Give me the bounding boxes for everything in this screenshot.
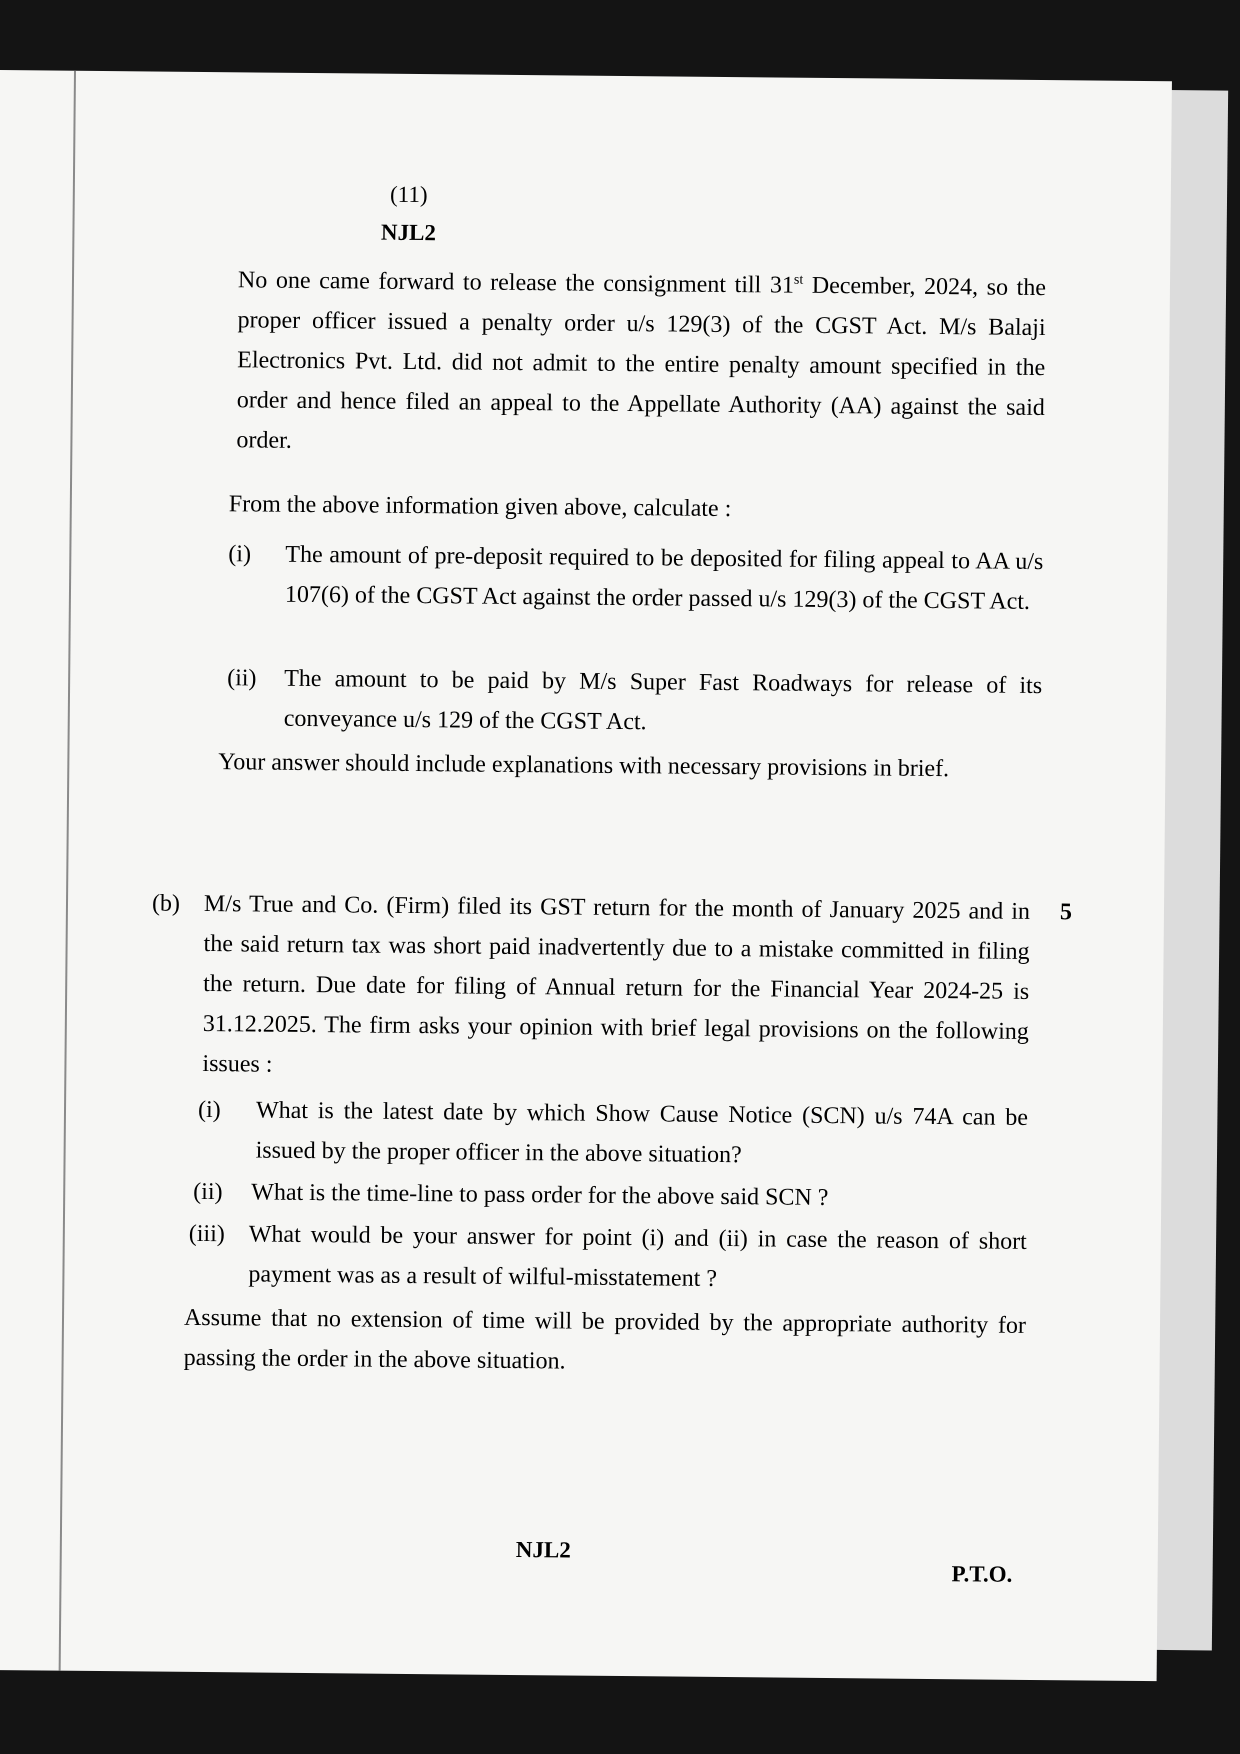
exam-page (0, 70, 1172, 1681)
page-edge-line (59, 71, 76, 1671)
part-b-item-i (197, 1090, 1028, 1178)
item-label: (i) (228, 541, 252, 568)
part-b-item-ii (193, 1172, 1027, 1220)
ordinal-suffix: st (793, 272, 804, 288)
part-a-item-i (228, 534, 1044, 622)
item-text: What is the time-line to pass order for the above said SCN ? (251, 1179, 829, 1212)
item-label: (ii) (227, 665, 257, 692)
part-b-item-iii (188, 1214, 1027, 1302)
part-b-label: (b) (151, 890, 181, 917)
item-text: What is the latest date by which Show Cause Notice (SCN) u/s 74A can be issued by the proper officer in the above situation? (255, 1097, 1029, 1169)
page-number: (11) (389, 181, 428, 208)
part-a-instruction: Your answer should include explanations with necessary provisions in brief. (218, 749, 950, 783)
paper-code-header: NJL2 (380, 219, 437, 246)
paper-code-footer: NJL2 (515, 1537, 571, 1563)
part-a-intro-text: No one came forward to release the consignment till 31 (237, 267, 795, 299)
item-label: (iii) (188, 1220, 225, 1248)
part-b-marks: 5 (1059, 899, 1073, 926)
item-text: The amount to be paid by M/s Super Fast Roadways for release of its conveyance u/s 129 of the CGST Act. (283, 665, 1043, 736)
part-a-intro-paragraph (236, 260, 1046, 468)
item-label: (ii) (193, 1178, 223, 1206)
part-a-item-ii (227, 658, 1043, 746)
part-a-calculate-prompt: From the above information given above, calculate : (228, 491, 732, 523)
item-text: The amount of pre-deposit required to be deposited for filing appeal to AA u/s 107(6) of the CGST Act against the order passed u/s 129(3) of the CGST Act. (284, 541, 1044, 615)
pto-marker: P.T.O. (951, 1561, 1013, 1587)
part-b-question-paragraph: M/s True and Co. (Firm) filed its GST return for the month of January 2025 and in the said return tax was short paid inadvertently due to a mistake committed in filing the return. Due date for filing of Annual return for the Financial Year 2024-25 is 31.12.2025. The firm asks your opinion with brief legal provisions on the following issues : (202, 890, 1031, 1078)
part-b-assumption: Assume that no extension of time will be provided by the appropriate authority for passing the order in the above situation. (183, 1304, 1027, 1375)
item-label: (i) (197, 1096, 221, 1124)
part-a-intro-text-cont: December, 2024, so the proper officer issued a penalty order u/s 129(3) of the CGST Act. M/s Balaji Electronics Pvt. Ltd. did not admit to the entire penalty amount specified in the order and hence filed an appeal to the Appellate Authority (AA) against the said order. (236, 272, 1047, 454)
item-text: What would be your answer for point (i) and (ii) in case the reason of short payment was as a result of wilful-misstatement ? (248, 1221, 1027, 1292)
